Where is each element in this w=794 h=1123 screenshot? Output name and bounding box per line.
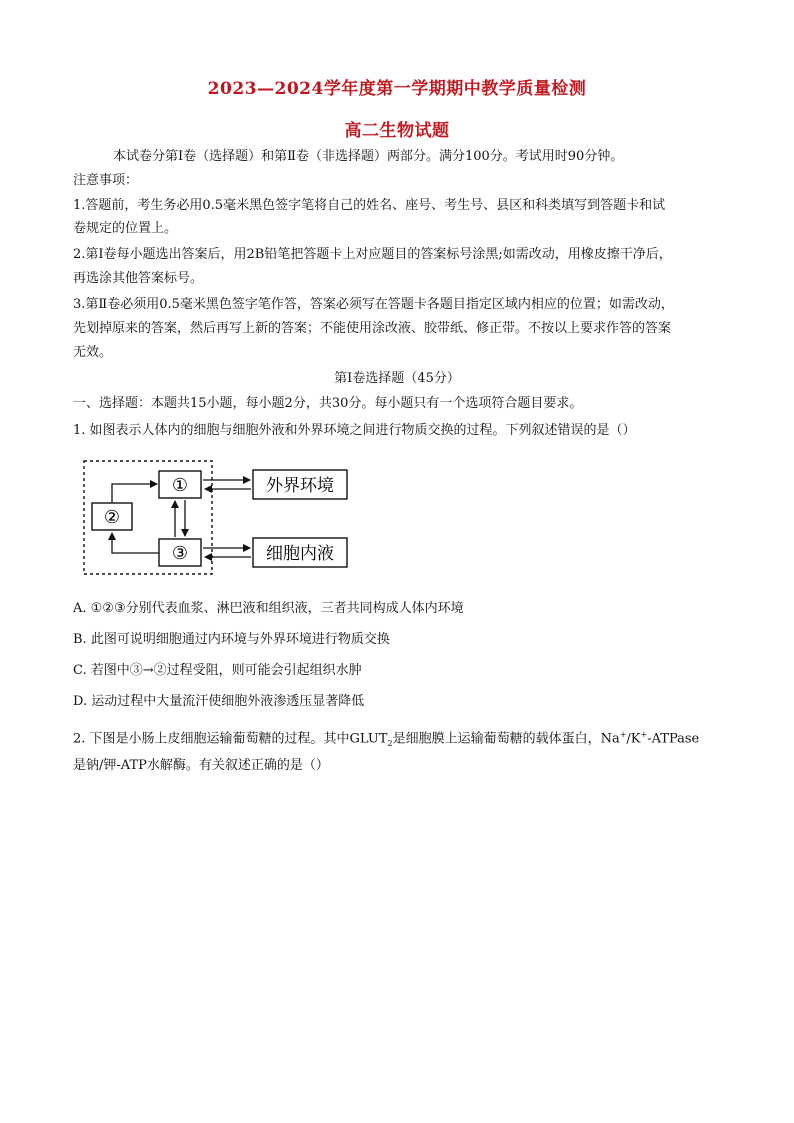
notice-item3-line1: 3.第Ⅱ卷必须用0.5毫米黑色签字笔作答，答案必须写在答题卡各题目指定区域内相应的位置；如需改动，	[73, 297, 674, 312]
section1-heading: 第Ⅰ卷选择题（45分）	[334, 371, 460, 386]
q2-na-superscript: +	[619, 730, 627, 739]
notice-item1-line1: 1.答题前，考生务必用0.5毫米黑色签字笔将自己的姓名、座号、考生号、县区和科类填写到答题卡和试	[73, 198, 666, 213]
q2-stem-part4: -ATPase	[647, 731, 700, 747]
q1-option-d: D. 运动过程中大量流汗使细胞外液渗透压显著降低	[73, 694, 365, 709]
q2-glut-subscript: 2	[387, 738, 393, 748]
cell-fluid-label: 细胞内液	[266, 544, 334, 564]
box-3-label: ③	[171, 543, 189, 564]
q1-diagram	[80, 459, 360, 579]
notice-heading: 注意事项：	[73, 173, 139, 188]
q1-stem: 1. 如图表示人体内的细胞与细胞外液和外界环境之间进行物质交换的过程。下列叙述错误的是（）	[73, 423, 636, 438]
notice-item1-line2: 卷规定的位置上。	[73, 221, 178, 236]
q2-stem-line2: 是钠/钾-ATP水解酶。有关叙述正确的是（）	[73, 758, 329, 773]
arrow-3-to-2	[112, 533, 159, 553]
section1-instruction: 一、选择题：本题共15小题，每小题2分，共30分。每小题只有一个选项符合题目要求。	[73, 396, 583, 411]
box-1-label: ①	[171, 475, 189, 496]
notice-item3-line3: 无效。	[73, 345, 113, 360]
box-2-label: ②	[103, 507, 121, 528]
arrow-2-to-1	[112, 484, 157, 503]
exam-subtitle: 高二生物试题	[344, 121, 450, 141]
q2-stem-line1	[73, 726, 733, 753]
notice-item3-line2: 先划掉原来的答案，然后再写上新的答案；不能使用涂改液、胶带纸、修正带。不按以上要求作答的答案	[73, 321, 672, 336]
notice-item2-line2: 再选涂其他答案标号。	[73, 271, 204, 286]
q2-stem-part2: 是细胞膜上运输葡萄糖的载体蛋白，Na	[392, 731, 620, 747]
intro-text: 本试卷分第Ⅰ卷（选择题）和第Ⅱ卷（非选择题）两部分。满分100分。考试用时90分钟。	[113, 149, 624, 164]
q2-stem-part3: /K	[626, 731, 641, 747]
q2-stem-part1: 2. 下图是小肠上皮细胞运输葡萄糖的过程。其中GLUT	[73, 731, 388, 747]
q2-k-superscript: +	[640, 730, 648, 739]
q1-option-a: A. ①②③分别代表血浆、淋巴液和组织液，三者共同构成人体内环境	[73, 601, 464, 616]
q1-option-c: C. 若图中③→②过程受阻，则可能会引起组织水肿	[73, 663, 362, 678]
q1-option-b: B. 此图可说明细胞通过内环境与外界环境进行物质交换	[73, 632, 390, 647]
exam-title: 2023—2024学年度第一学期期中教学质量检测	[207, 79, 587, 99]
notice-item2-line1: 2.第Ⅰ卷每小题选出答案后，用2B铅笔把答题卡上对应题目的答案标号涂黑;如需改动，用橡皮擦干净后，	[73, 247, 672, 262]
outer-environment-label: 外界环境	[266, 476, 334, 496]
